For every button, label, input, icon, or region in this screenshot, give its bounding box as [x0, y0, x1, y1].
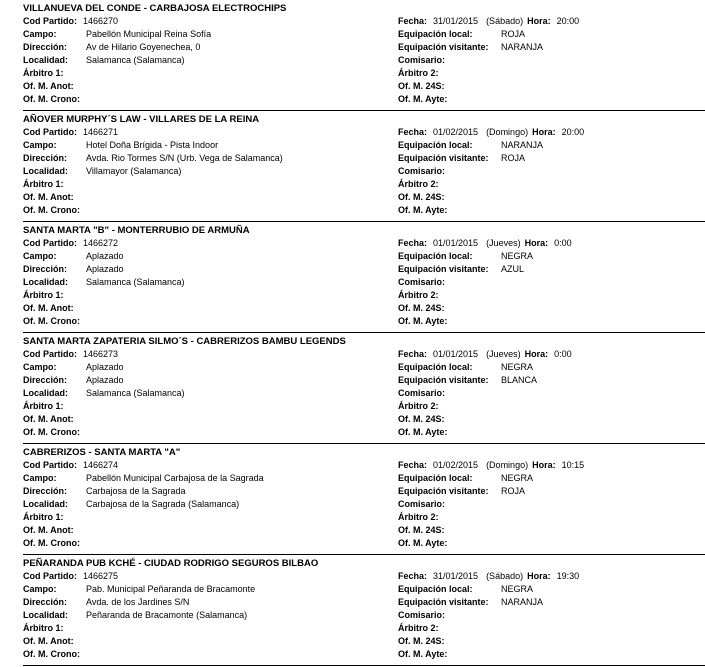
campo-label: Campo:	[23, 251, 57, 261]
row-crono	[23, 94, 705, 107]
direccion-label: Dirección:	[23, 375, 68, 385]
match-block	[0, 0, 705, 111]
row-crono	[23, 205, 705, 218]
direccion-value: Avda. de los Jardines S/N	[86, 597, 190, 607]
row-cod-fecha	[23, 238, 705, 251]
campo-label: Campo:	[23, 584, 57, 594]
cod-partido-value: 1466270	[83, 16, 119, 26]
match-block	[0, 333, 705, 444]
direccion-label: Dirección:	[23, 597, 68, 607]
campo-value: Aplazado	[86, 251, 124, 261]
arbitro2-label: Árbitro 2:	[398, 623, 439, 633]
fecha-value: 31/01/2015	[433, 571, 479, 581]
fecha-label: Fecha:	[398, 571, 428, 581]
equipacion-visitante-label: Equipación visitante:	[398, 264, 489, 274]
match-title: SANTA MARTA ZAPATERIA SILMO´S - CABRERIZOS BAMBU LEGENDS	[23, 336, 346, 347]
campo-value: Pabellón Municipal Reina Sofía	[86, 29, 212, 39]
row-crono	[23, 427, 705, 440]
of-m-crono-label: Of. M. Crono:	[23, 205, 80, 215]
arbitro1-label: Árbitro 1:	[23, 179, 64, 189]
of-m-24s-label: Of. M. 24S:	[398, 414, 445, 424]
row-anot	[23, 525, 705, 538]
row-crono	[23, 538, 705, 551]
row-direccion	[23, 597, 705, 610]
equipacion-local-value: NEGRA	[501, 251, 534, 261]
fecha-label: Fecha:	[398, 238, 428, 248]
equipacion-local-label: Equipación local:	[398, 29, 473, 39]
cod-partido-label: Cod Partido:	[23, 238, 77, 248]
match-title: VILLANUEVA DEL CONDE - CARBAJOSA ELECTROCHIPS	[23, 3, 287, 14]
equipacion-visitante-label: Equipación visitante:	[398, 375, 489, 385]
arbitro2-label: Árbitro 2:	[398, 179, 439, 189]
hora-label: Hora:	[524, 238, 549, 248]
dia-semana: (Jueves)	[486, 349, 521, 359]
equipacion-local-label: Equipación local:	[398, 473, 473, 483]
hora-value: 0:00	[554, 238, 572, 248]
comisario-label: Comisario:	[398, 610, 446, 620]
row-direccion	[23, 486, 705, 499]
fecha-label: Fecha:	[398, 349, 428, 359]
row-localidad	[23, 277, 705, 290]
cod-partido-label: Cod Partido:	[23, 127, 77, 137]
row-cod-fecha	[23, 16, 705, 29]
match-block	[0, 555, 705, 666]
of-m-ayte-label: Of. M. Ayte:	[398, 316, 448, 326]
match-separator	[23, 665, 705, 666]
row-arbitros	[23, 179, 705, 192]
localidad-label: Localidad:	[23, 388, 69, 398]
direccion-value: Av de Hilario Goyenechea, 0	[86, 42, 201, 52]
fecha-value: 31/01/2015	[433, 16, 479, 26]
cod-partido-label: Cod Partido:	[23, 16, 77, 26]
row-localidad	[23, 610, 705, 623]
of-m-24s-label: Of. M. 24S:	[398, 303, 445, 313]
of-m-anot-label: Of. M. Anot:	[23, 525, 74, 535]
of-m-crono-label: Of. M. Crono:	[23, 538, 80, 548]
row-anot	[23, 414, 705, 427]
of-m-ayte-label: Of. M. Ayte:	[398, 94, 448, 104]
of-m-ayte-label: Of. M. Ayte:	[398, 538, 448, 548]
row-arbitros	[23, 512, 705, 525]
row-crono	[23, 649, 705, 662]
equipacion-visitante-label: Equipación visitante:	[398, 486, 489, 496]
row-campo	[23, 584, 705, 597]
row-campo	[23, 29, 705, 42]
of-m-ayte-label: Of. M. Ayte:	[398, 649, 448, 659]
arbitro2-label: Árbitro 2:	[398, 290, 439, 300]
of-m-24s-label: Of. M. 24S:	[398, 636, 445, 646]
of-m-crono-label: Of. M. Crono:	[23, 649, 80, 659]
row-direccion	[23, 42, 705, 55]
of-m-24s-label: Of. M. 24S:	[398, 525, 445, 535]
comisario-label: Comisario:	[398, 166, 446, 176]
equipacion-local-label: Equipación local:	[398, 251, 473, 261]
direccion-label: Dirección:	[23, 153, 68, 163]
campo-label: Campo:	[23, 473, 57, 483]
row-anot	[23, 636, 705, 649]
equipacion-visitante-value: NARANJA	[501, 597, 544, 607]
match-title: PEÑARANDA PUB KCHÉ - CIUDAD RODRIGO SEGUROS BILBAO	[23, 558, 319, 569]
row-anot	[23, 303, 705, 316]
of-m-ayte-label: Of. M. Ayte:	[398, 205, 448, 215]
direccion-label: Dirección:	[23, 42, 68, 52]
row-anot	[23, 81, 705, 94]
hora-value: 10:15	[561, 460, 585, 470]
hora-value: 20:00	[556, 16, 580, 26]
comisario-label: Comisario:	[398, 388, 446, 398]
row-localidad	[23, 55, 705, 68]
row-arbitros	[23, 623, 705, 636]
of-m-anot-label: Of. M. Anot:	[23, 81, 74, 91]
row-cod-fecha	[23, 127, 705, 140]
campo-label: Campo:	[23, 362, 57, 372]
equipacion-visitante-value: BLANCA	[501, 375, 538, 385]
localidad-label: Localidad:	[23, 610, 69, 620]
of-m-anot-label: Of. M. Anot:	[23, 414, 74, 424]
cod-partido-value: 1466274	[83, 460, 119, 470]
match-block	[0, 222, 705, 333]
hora-value: 20:00	[561, 127, 585, 137]
row-cod-fecha	[23, 571, 705, 584]
localidad-label: Localidad:	[23, 277, 69, 287]
of-m-crono-label: Of. M. Crono:	[23, 427, 80, 437]
match-title: SANTA MARTA "B" - MONTERRUBIO DE ARMUÑA	[23, 225, 250, 236]
row-arbitros	[23, 290, 705, 303]
fecha-label: Fecha:	[398, 460, 428, 470]
row-campo	[23, 251, 705, 264]
fecha-value: 01/01/2015	[433, 349, 479, 359]
direccion-label: Dirección:	[23, 486, 68, 496]
row-cod-fecha	[23, 460, 705, 473]
localidad-value: Salamanca (Salamanca)	[86, 388, 185, 398]
of-m-24s-label: Of. M. 24S:	[398, 81, 445, 91]
equipacion-local-label: Equipación local:	[398, 584, 473, 594]
cod-partido-value: 1466273	[83, 349, 119, 359]
arbitro2-label: Árbitro 2:	[398, 68, 439, 78]
campo-value: Aplazado	[86, 362, 124, 372]
campo-value: Hotel Doña Brígida - Pista Indoor	[86, 140, 219, 150]
localidad-label: Localidad:	[23, 166, 69, 176]
row-localidad	[23, 499, 705, 512]
equipacion-local-value: NEGRA	[501, 473, 534, 483]
equipacion-visitante-label: Equipación visitante:	[398, 42, 489, 52]
row-campo	[23, 473, 705, 486]
direccion-value: Avda. Rio Tormes S/N (Urb. Vega de Salamanca)	[86, 153, 283, 163]
campo-label: Campo:	[23, 29, 57, 39]
cod-partido-label: Cod Partido:	[23, 571, 77, 581]
direccion-label: Dirección:	[23, 264, 68, 274]
match-block	[0, 444, 705, 555]
fecha-value: 01/01/2015	[433, 238, 479, 248]
direccion-value: Aplazado	[86, 375, 124, 385]
row-crono	[23, 316, 705, 329]
campo-value: Pabellón Municipal Carbajosa de la Sagrada	[86, 473, 264, 483]
row-direccion	[23, 153, 705, 166]
dia-semana: (Domingo)	[486, 127, 529, 137]
row-cod-fecha	[23, 349, 705, 362]
row-direccion	[23, 375, 705, 388]
fecha-label: Fecha:	[398, 16, 428, 26]
row-direccion	[23, 264, 705, 277]
of-m-anot-label: Of. M. Anot:	[23, 636, 74, 646]
hora-label: Hora:	[532, 460, 556, 470]
arbitro1-label: Árbitro 1:	[23, 401, 64, 411]
row-arbitros	[23, 401, 705, 414]
equipacion-local-label: Equipación local:	[398, 362, 473, 372]
of-m-crono-label: Of. M. Crono:	[23, 94, 80, 104]
arbitro1-label: Árbitro 1:	[23, 68, 64, 78]
arbitro1-label: Árbitro 1:	[23, 512, 64, 522]
equipacion-local-value: ROJA	[501, 29, 526, 39]
fecha-value: 01/02/2015	[433, 127, 479, 137]
equipacion-visitante-value: AZUL	[501, 264, 525, 274]
comisario-label: Comisario:	[398, 499, 446, 509]
cod-partido-value: 1466271	[83, 127, 119, 137]
arbitro1-label: Árbitro 1:	[23, 290, 64, 300]
dia-semana: (Sábado)	[486, 16, 524, 26]
cod-partido-value: 1466272	[83, 238, 119, 248]
equipacion-local-value: NEGRA	[501, 362, 534, 372]
row-campo	[23, 362, 705, 375]
localidad-value: Salamanca (Salamanca)	[86, 55, 185, 65]
cod-partido-label: Cod Partido:	[23, 349, 77, 359]
fecha-label: Fecha:	[398, 127, 428, 137]
localidad-value: Peñaranda de Bracamonte (Salamanca)	[86, 610, 248, 620]
localidad-label: Localidad:	[23, 55, 69, 65]
hora-label: Hora:	[527, 16, 551, 26]
cod-partido-value: 1466275	[83, 571, 119, 581]
hora-value: 0:00	[554, 349, 572, 359]
localidad-value: Villamayor (Salamanca)	[86, 166, 182, 176]
of-m-anot-label: Of. M. Anot:	[23, 192, 74, 202]
campo-value: Pab. Municipal Peñaranda de Bracamonte	[86, 584, 256, 594]
match-title: AÑOVER MURPHY´S LAW - VILLARES DE LA REINA	[23, 114, 260, 125]
row-localidad	[23, 388, 705, 401]
equipacion-local-value: NARANJA	[501, 140, 544, 150]
dia-semana: (Sábado)	[486, 571, 524, 581]
equipacion-visitante-value: NARANJA	[501, 42, 544, 52]
equipacion-local-label: Equipación local:	[398, 140, 473, 150]
hora-value: 19:30	[556, 571, 580, 581]
dia-semana: (Jueves)	[486, 238, 521, 248]
equipacion-visitante-label: Equipación visitante:	[398, 597, 489, 607]
equipacion-visitante-value: ROJA	[501, 153, 526, 163]
dia-semana: (Domingo)	[486, 460, 529, 470]
row-campo	[23, 140, 705, 153]
fecha-value: 01/02/2015	[433, 460, 479, 470]
hora-label: Hora:	[524, 349, 549, 359]
equipacion-local-value: NEGRA	[501, 584, 534, 594]
of-m-anot-label: Of. M. Anot:	[23, 303, 74, 313]
localidad-value: Carbajosa de la Sagrada (Salamanca)	[86, 499, 240, 509]
direccion-value: Aplazado	[86, 264, 124, 274]
cod-partido-label: Cod Partido:	[23, 460, 77, 470]
comisario-label: Comisario:	[398, 277, 446, 287]
hora-label: Hora:	[527, 571, 551, 581]
direccion-value: Carbajosa de la Sagrada	[86, 486, 186, 496]
of-m-ayte-label: Of. M. Ayte:	[398, 427, 448, 437]
row-localidad	[23, 166, 705, 179]
comisario-label: Comisario:	[398, 55, 446, 65]
of-m-crono-label: Of. M. Crono:	[23, 316, 80, 326]
match-title: CABRERIZOS - SANTA MARTA "A"	[23, 447, 181, 458]
equipacion-visitante-label: Equipación visitante:	[398, 153, 489, 163]
hora-label: Hora:	[532, 127, 556, 137]
row-arbitros	[23, 68, 705, 81]
equipacion-visitante-value: ROJA	[501, 486, 526, 496]
arbitro2-label: Árbitro 2:	[398, 401, 439, 411]
localidad-label: Localidad:	[23, 499, 69, 509]
arbitro2-label: Árbitro 2:	[398, 512, 439, 522]
of-m-24s-label: Of. M. 24S:	[398, 192, 445, 202]
match-block	[0, 111, 705, 222]
row-anot	[23, 192, 705, 205]
campo-label: Campo:	[23, 140, 57, 150]
arbitro1-label: Árbitro 1:	[23, 623, 64, 633]
localidad-value: Salamanca (Salamanca)	[86, 277, 185, 287]
